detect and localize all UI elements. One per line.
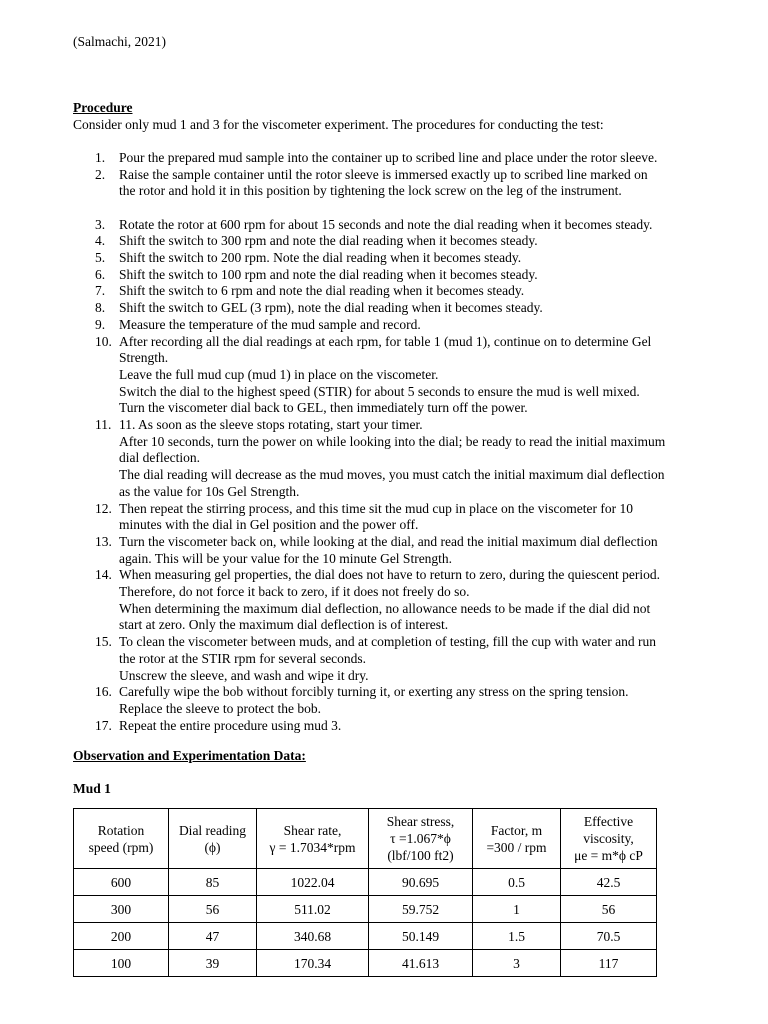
mud-1-label: Mud 1: [73, 781, 111, 796]
table-cell: 117: [561, 950, 657, 977]
procedure-step: [73, 534, 703, 567]
column-header-line: Shear rate,: [283, 822, 342, 838]
step-text-line: the rotor at the STIR rpm for several seconds.: [119, 650, 367, 666]
step-number: 3.: [95, 216, 106, 232]
table-cell: 85: [169, 869, 257, 896]
column-header-line: viscosity,: [583, 831, 634, 846]
step-text-line: Carefully wipe the bob without forcibly turning it, or exerting any stress on the spring tension.: [119, 684, 629, 700]
step-text-line: start at zero. Only the maximum dial deflection is of interest.: [119, 617, 449, 633]
step-number: 6.: [95, 266, 106, 282]
step-text-line: Strength.: [119, 350, 169, 366]
mud-1-table: [73, 808, 657, 977]
table-cell: 200: [74, 923, 169, 950]
table-cell: 50.149: [369, 923, 473, 950]
procedure-heading: Procedure: [73, 100, 133, 115]
table-cell: 47: [169, 923, 257, 950]
step-number: 4.: [95, 233, 106, 249]
step-text-line: again. This will be your value for the 10 minute Gel Strength.: [119, 550, 453, 566]
procedure-step: [73, 283, 703, 300]
table-cell: 41.613: [369, 950, 473, 977]
step-text-line: Pour the prepared mud sample into the container up to scribed line and place under the rotor sleeve.: [119, 150, 658, 165]
column-header-line: Shear stress,: [386, 814, 455, 829]
column-header: [74, 809, 169, 869]
table-cell: 511.02: [257, 896, 369, 923]
step-number: 12.: [95, 500, 112, 516]
procedure-step: [73, 167, 703, 200]
step-number: 1.: [95, 150, 106, 165]
procedure-step: [73, 317, 703, 334]
step-text-line: the rotor and hold it in this position by tightening the lock screw on the leg of the instrument.: [119, 183, 622, 199]
step-text-line: Shift the switch to 6 rpm and note the dial reading when it becomes steady.: [119, 283, 525, 299]
column-header-line: (lbf/100 ft2): [387, 848, 454, 863]
table-cell: 70.5: [561, 923, 657, 950]
step-text-line: Replace the sleeve to protect the bob.: [119, 701, 322, 716]
step-text-line: Measure the temperature of the mud sample and record.: [119, 316, 421, 332]
table-cell: 56: [561, 896, 657, 923]
step-text-line: After recording all the dial readings at each rpm, for table 1 (mud 1), continue on to determine Gel: [119, 333, 652, 349]
step-number: 10.: [95, 333, 112, 349]
procedure-step: [73, 718, 703, 735]
step-number: 5.: [95, 250, 106, 266]
table-cell: 1022.04: [257, 869, 369, 896]
procedure-step: [73, 217, 703, 234]
column-header-line: γ = 1.7034*rpm: [269, 839, 356, 855]
step-number: 2.: [95, 166, 106, 182]
table-cell: 56: [169, 896, 257, 923]
step-text-line: as the value for 10s Gel Strength.: [119, 483, 300, 499]
table-cell: 100: [74, 950, 169, 977]
step-text-line: When determining the maximum dial deflection, no allowance needs to be made if the dial did not: [119, 600, 651, 616]
step-text-line: Then repeat the stirring process, and this time sit the mud cup in place on the viscometer for 10: [119, 500, 633, 516]
step-number: 14.: [95, 567, 112, 583]
step-number: 11.: [95, 417, 112, 433]
table-cell: 300: [74, 896, 169, 923]
procedure-step: [73, 250, 703, 267]
step-text-line: Shift the switch to 100 rpm and note the dial reading when it becomes steady.: [119, 266, 538, 282]
table-cell: 59.752: [369, 896, 473, 923]
step-text-line: When measuring gel properties, the dial does not have to return to zero, during the quiescent period.: [119, 567, 660, 583]
step-text-line: Leave the full mud cup (mud 1) in place on the viscometer.: [119, 366, 439, 382]
procedure-steps: [73, 150, 703, 734]
table-cell: 90.695: [369, 869, 473, 896]
procedure-step: [73, 567, 703, 634]
table-header-row: [74, 809, 657, 869]
table-cell: 1.5: [473, 923, 561, 950]
step-text-line: To clean the viscometer between muds, and at completion of testing, fill the cup with water and run: [119, 634, 657, 650]
procedure-step: [73, 267, 703, 284]
citation: (Salmachi, 2021): [73, 34, 166, 49]
step-text-line: Repeat the entire procedure using mud 3.: [119, 717, 342, 733]
table-cell: 340.68: [257, 923, 369, 950]
procedure-step: [73, 233, 703, 250]
column-header: [369, 809, 473, 869]
column-header: [561, 809, 657, 869]
procedure-intro: Consider only mud 1 and 3 for the viscometer experiment. The procedures for conducting the test:: [73, 117, 604, 132]
step-number: 17.: [95, 717, 112, 733]
column-header-line: (ϕ): [204, 839, 221, 855]
step-text-line: Turn the viscometer dial back to GEL, then immediately turn off the power.: [119, 400, 528, 416]
step-number: 7.: [95, 283, 106, 299]
step-number: 9.: [95, 316, 106, 332]
table-row: [74, 896, 657, 923]
procedure-step: [73, 501, 703, 534]
table-row: [74, 869, 657, 896]
step-text-line: Switch the dial to the highest speed (STIR) for about 5 seconds to ensure the mud is well mixed.: [119, 383, 640, 399]
procedure-step: [73, 300, 703, 317]
column-header-line: τ =1.067*ϕ: [390, 831, 451, 846]
procedure-step: [73, 684, 703, 717]
step-text-line: Turn the viscometer back on, while looking at the dial, and read the initial maximum dial deflection: [119, 533, 658, 549]
procedure-step: [73, 417, 703, 501]
step-text-line: The dial reading will decrease as the mud moves, you must catch the initial maximum dial deflection: [119, 467, 665, 483]
step-text-line: Unscrew the sleeve, and wash and wipe it dry.: [119, 667, 369, 683]
column-header-line: μe = m*ϕ cP: [574, 848, 643, 863]
procedure-step: [73, 150, 703, 167]
procedure-step: [73, 334, 703, 418]
table-cell: 42.5: [561, 869, 657, 896]
table-row: [74, 923, 657, 950]
table-cell: 39: [169, 950, 257, 977]
column-header: [473, 809, 561, 869]
table-row: [74, 950, 657, 977]
procedure-step: [73, 634, 703, 684]
step-number: 15.: [95, 634, 112, 650]
step-text-line: Rotate the rotor at 600 rpm for about 15 seconds and note the dial reading when it becomes steady.: [119, 216, 653, 232]
column-header-line: =300 / rpm: [486, 839, 547, 855]
column-header-line: speed (rpm): [88, 839, 154, 855]
column-header-line: Factor, m: [490, 822, 543, 838]
table-cell: 170.34: [257, 950, 369, 977]
observation-heading: Observation and Experimentation Data:: [73, 748, 306, 763]
step-text-line: Raise the sample container until the rotor sleeve is immersed exactly up to scribed line marked on: [119, 166, 648, 182]
table-cell: 0.5: [473, 869, 561, 896]
step-number: 8.: [95, 300, 106, 316]
column-header-line: Dial reading: [178, 822, 247, 838]
table-cell: 3: [473, 950, 561, 977]
column-header: [169, 809, 257, 869]
step-number: 16.: [95, 684, 112, 700]
column-header-line: Rotation: [97, 822, 145, 838]
step-text-line: After 10 seconds, turn the power on while looking into the dial; be ready to read the initial maximum: [119, 433, 666, 449]
column-header: [257, 809, 369, 869]
step-number: 13.: [95, 533, 112, 549]
table-cell: 1: [473, 896, 561, 923]
step-text-line: Shift the switch to GEL (3 rpm), note the dial reading when it becomes steady.: [119, 300, 543, 316]
step-text-line: Shift the switch to 300 rpm and note the dial reading when it becomes steady.: [119, 233, 538, 249]
step-text-line: Therefore, do not force it back to zero, if it does not freely do so.: [119, 584, 470, 600]
table-cell: 600: [74, 869, 169, 896]
step-text-line: Shift the switch to 200 rpm. Note the dial reading when it becomes steady.: [119, 250, 522, 266]
step-text-line: dial deflection.: [119, 450, 200, 466]
step-text-line: 11. As soon as the sleeve stops rotating, start your timer.: [119, 417, 423, 433]
column-header-line: Effective: [583, 814, 634, 829]
step-text-line: minutes with the dial in Gel position and the power off.: [119, 517, 419, 533]
